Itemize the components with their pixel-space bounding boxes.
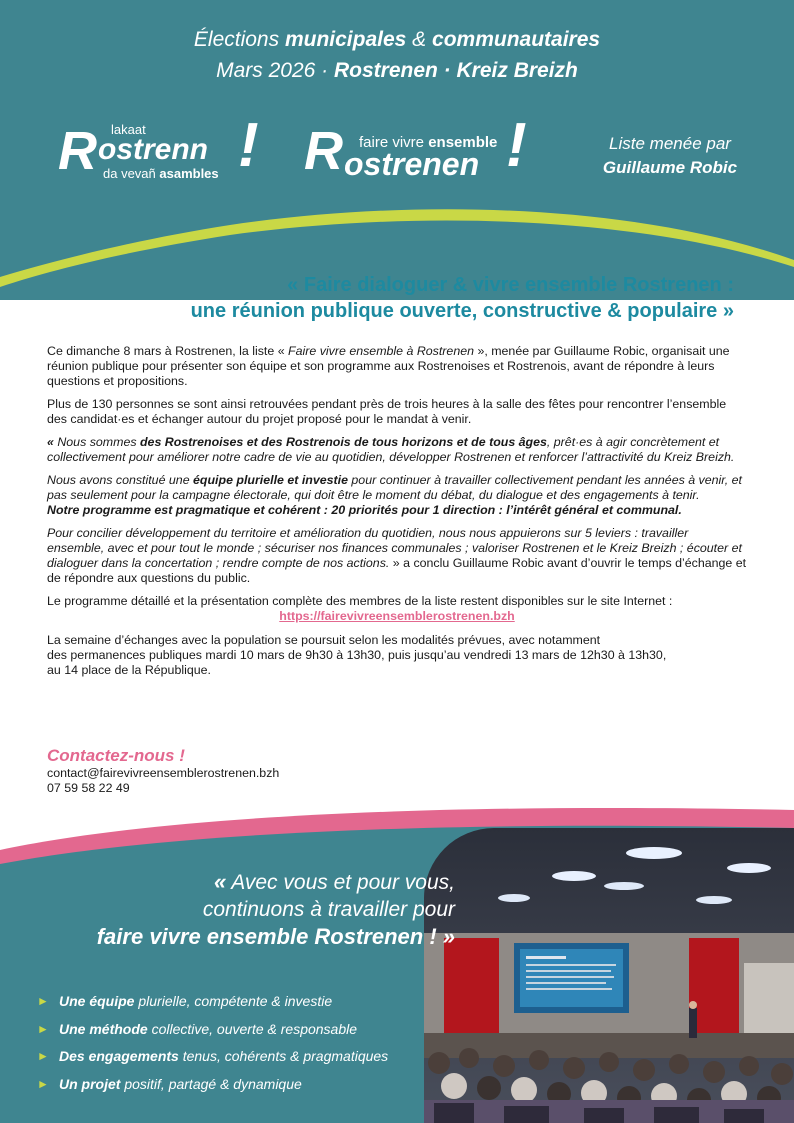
- logo-french-R: R: [304, 121, 343, 181]
- meeting-photo: [424, 828, 794, 1123]
- logo-breton: [58, 111, 273, 188]
- article-body: [47, 344, 747, 686]
- paragraph-1: Ce dimanche 8 mars à Rostrenen, la liste « Faire vivre ensemble à Rostrenen », menée par Guillaume Robic, organisait une réunion publique pour présenter son équipe et son programme aux Rostrenoises et Rostrenois, avant de répondre à leurs questions et propositions.: [47, 344, 730, 388]
- article-headline: « Faire dialoguer & vivre ensemble Rostrenen : une réunion publique ouverte, constructive & populaire »: [190, 274, 734, 322]
- commitments-list: [37, 988, 417, 1098]
- meeting-photo-illustration: [424, 828, 794, 1123]
- paragraph-5: Pour concilier développement du territoire et amélioration du quotidien, nous nous appuierons sur 5 leviers : travailler ensemble, avec et pour tout le monde ; sécuriser nos finances communales ; valoriser Rostrenen et le Kreiz Breizh ; écouter et dialoguer dans la concertation ; rendre compte de nos actions. » a conclu Guillaume Robic avant d’ouvrir le temps d’échange et de répondre aux questions du public.: [47, 526, 747, 585]
- arrow-right-icon: ►: [37, 1049, 49, 1063]
- logo-french-rest: ostrenen: [344, 146, 480, 182]
- contact-block: [47, 748, 279, 796]
- paragraph-3: « Nous sommes des Rostrenoises et des Rostrenois de tous horizons et de tous âges, prêt·es à agir concrètement et collectivement pour améliorer notre cadre de vie au quotidien, développer Rostrenen et renforcer l’attractivité du Kreiz Breizh.: [47, 435, 735, 464]
- list-item: ► Un projet positif, partagé & dynamique: [37, 1071, 417, 1099]
- website-link[interactable]: https://fairevivreensemblerostrenen.bzh: [279, 609, 515, 623]
- list-item: ► Une équipe plurielle, compétente & investie: [37, 988, 417, 1016]
- logo-french-excl: !: [506, 111, 527, 180]
- closing-quote: « Avec vous et pour vous, continuons à travailler pour faire vivre ensemble Rostrenen ! »: [96, 869, 455, 949]
- arrow-right-icon: ►: [37, 1021, 49, 1036]
- logo-breton-small-top: lakaat: [111, 122, 146, 137]
- paragraph-7: La semaine d’échanges avec la population se poursuit selon les modalités prévues, avec notamment des permanences publiques mardi 10 mars de 9h30 à 13h30, puis jusqu’au vendredi 13 mars de 12h30 à 13h30, au 14 place de la République.: [47, 633, 667, 677]
- list-lead: [565, 132, 775, 180]
- arrow-right-icon: ►: [37, 1076, 49, 1091]
- logo-breton-R: R: [58, 121, 96, 181]
- contact-phone[interactable]: 07 59 58 22 49: [47, 781, 130, 795]
- paragraph-2: Plus de 130 personnes se sont ainsi retrouvées pendant près de trois heures à la salle des fêtes pour rencontrer l’ensemble des candidat·es et échanger autour du projet proposé pour le mandat à venir.: [47, 397, 727, 426]
- logo-breton-excl: !: [238, 111, 259, 180]
- logo-breton-rest: ostrenn: [98, 133, 209, 166]
- election-title: Élections municipales & communautaires: [193, 28, 601, 51]
- contact-title: Contactez-nous !: [47, 746, 185, 765]
- paragraph-4: Nous avons constitué une équipe plurielle et investie pour continuer à travailler collectivement pendant les années à venir, et pas seulement pour la campagne électorale, qui doit être le moment du débat, du dialogue et des engagements à tenir. Notre programme est pragmatique et cohérent : 20 priorités pour 1 direction : l’intérêt général et communal.: [47, 473, 742, 517]
- contact-email[interactable]: contact@fairevivreensemblerostrenen.bzh: [47, 766, 280, 780]
- lead-label: Liste menée par: [609, 134, 731, 153]
- lead-name: Guillaume Robic: [602, 158, 738, 177]
- arrow-right-icon: ►: [37, 994, 49, 1008]
- election-date-place: Mars 2026 · Rostrenen · Kreiz Breizh: [216, 59, 578, 82]
- logo-french-small-top: faire vivre ensemble: [359, 134, 498, 151]
- paragraph-6: Le programme détaillé et la présentation complète des membres de la liste restent disponibles sur le site Internet : https://fairevivreensemblerostrenen.bzh: [47, 594, 747, 624]
- list-item: ► Une méthode collective, ouverte & responsable: [37, 1016, 417, 1044]
- list-item: ► Des engagements tenus, cohérents & pragmatiques: [37, 1043, 417, 1071]
- logo-breton-small-bottom: da vevañ asambles: [103, 166, 219, 181]
- logo-french: [304, 111, 544, 188]
